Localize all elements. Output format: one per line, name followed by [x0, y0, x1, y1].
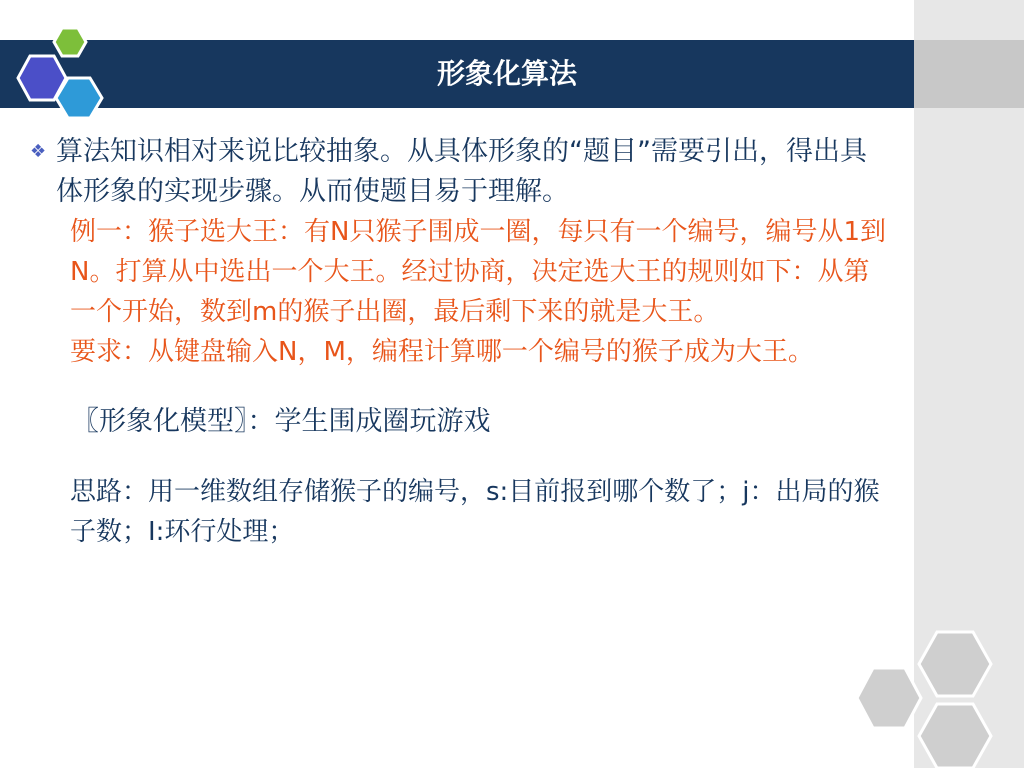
bullet-text: 算法知识相对来说比较抽象。从具体形象的“题目”需要引出，得出具体形象的实现步骤。从而使题目易于理解。: [56, 136, 867, 207]
deco-hexagon-bottom: [919, 704, 991, 768]
deco-hexagon-top: [919, 632, 991, 696]
slide-title: 形象化算法: [436, 57, 577, 90]
hexagon-cluster-icon: [10, 20, 120, 130]
green-hexagon: [54, 28, 86, 56]
slide-content: [30, 132, 900, 552]
example-block: [70, 212, 890, 372]
hexagon-decoration: [855, 628, 1005, 768]
bullet-paragraph: [30, 132, 900, 212]
blue-hexagon: [56, 78, 102, 118]
example-text: 例一：猴子选大王：有N只猴子围成一圈，每只有一个编号，编号从1到N。打算从中选出一个大王。经过协商，决定选大王的规则如下：从第一个开始，数到m的猴子出圈，最后剩下来的就是大王。: [70, 217, 886, 327]
model-heading: 〖形象化模型〗：学生围成圈玩游戏: [72, 406, 491, 437]
idea-text: 思路：用一维数组存储猴子的编号，s:目前报到哪个数了；j：出局的猴子数；I:环行处理；: [70, 477, 880, 547]
deco-hexagon-left: [857, 668, 921, 728]
requirement-text: 要求：从键盘输入N，M，编程计算哪一个编号的猴子成为大王。: [70, 337, 814, 367]
diamond-bullet-icon: ❖: [30, 141, 47, 162]
